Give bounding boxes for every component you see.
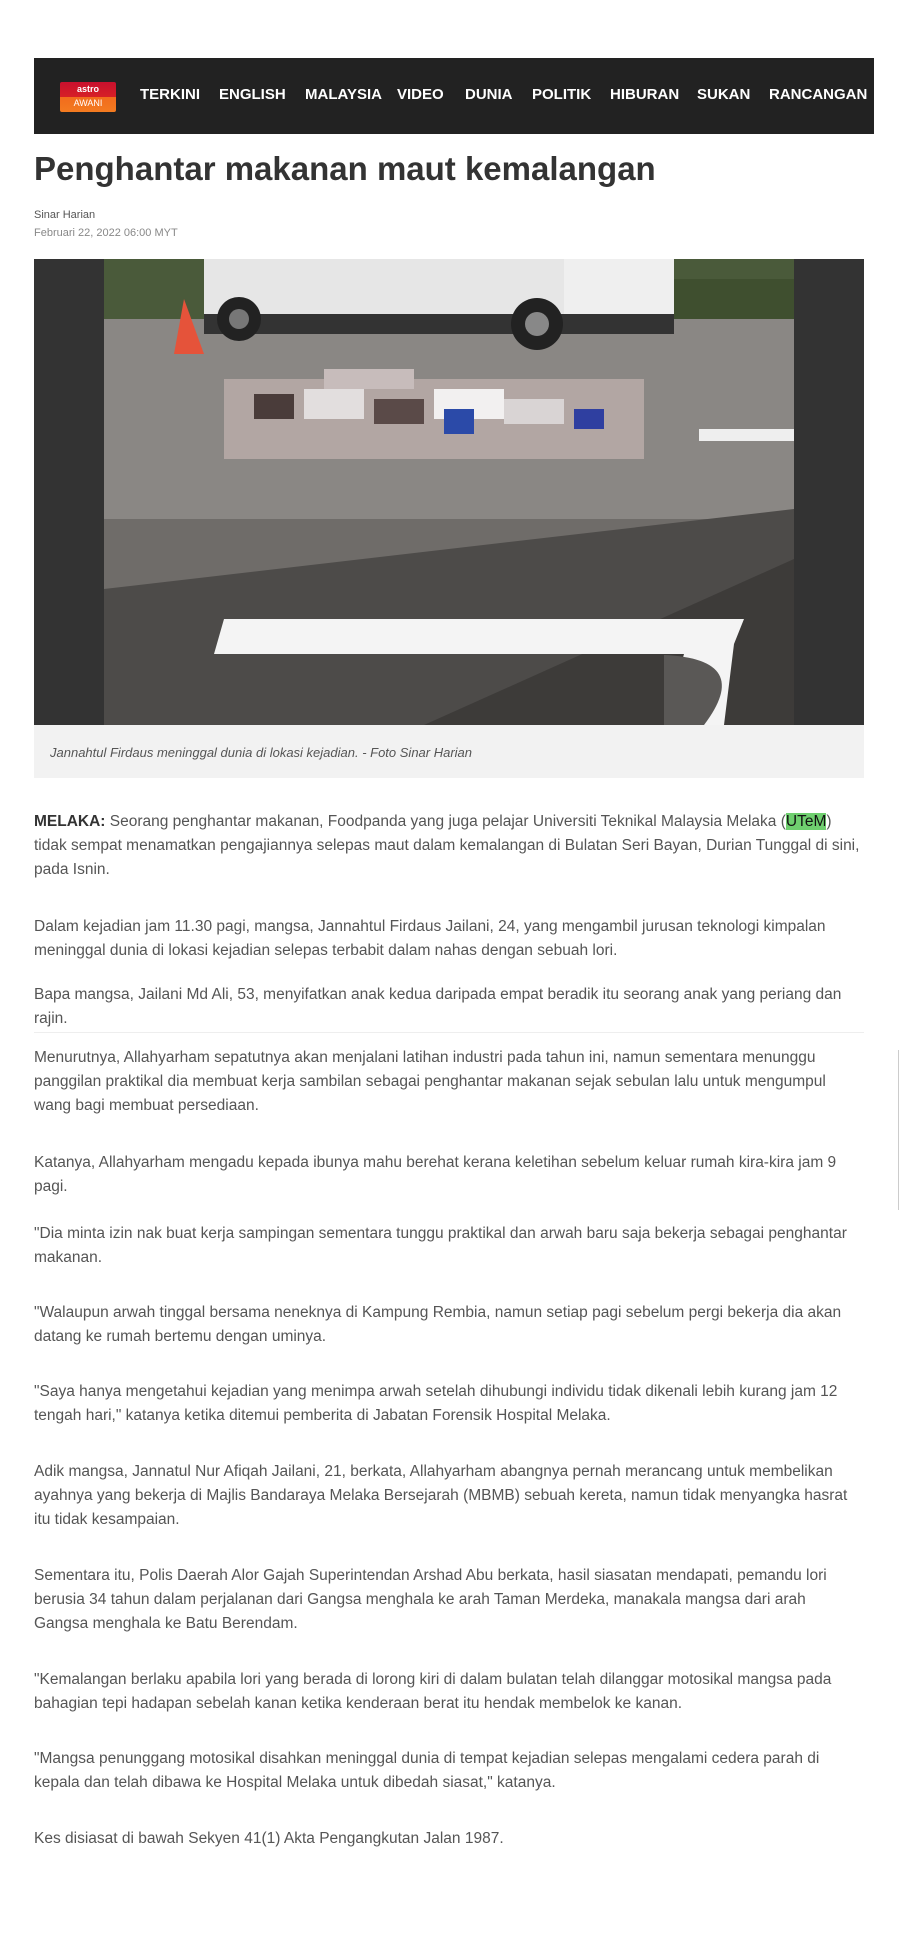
astro-awani-logo[interactable]	[60, 82, 116, 112]
image-caption: Jannahtul Firdaus meninggal dunia di lokasi kejadian. - Foto Sinar Harian	[50, 745, 473, 760]
logo-line1: astro	[76, 84, 99, 94]
paragraph: "Walaupun arwah tinggal bersama neneknya di Kampung Rembia, namun setiap pagi sebelum pergi bekerja dia akan datang ke rumah bertemu dengan uminya.	[34, 1304, 842, 1345]
paragraph: Dalam kejadian jam 11.30 pagi, mangsa, Jannahtul Firdaus Jailani, 24, yang mengambil jurusan teknologi kimpalan meninggal dunia di lokasi kejadian selepas terbabit dalam nahas dengan sebuah lori.	[34, 918, 826, 959]
top-navbar	[34, 58, 874, 134]
paragraph: Kes disiasat di bawah Sekyen 41(1) Akta Pengangkutan Jalan 1987.	[34, 1830, 504, 1847]
paragraph: "Kemalangan berlaku apabila lori yang berada di lorong kiri di dalam bulatan telah dilanggar motosikal mangsa pada bahagian tepi hadapan sebelah kanan ketika kenderaan berat itu hendak membelok ke kanan.	[34, 1671, 832, 1712]
nav-terkini[interactable]: TERKINI	[140, 86, 200, 103]
nav-rancangan[interactable]: RANCANGAN	[769, 86, 868, 103]
nav-english[interactable]: ENGLISH	[219, 86, 286, 103]
paragraph: Katanya, Allahyarham mengadu kepada ibunya mahu berehat kerana keletihan sebelum keluar rumah kira-kira jam 9 pagi.	[34, 1154, 837, 1195]
nav-politik[interactable]: POLITIK	[532, 86, 592, 103]
paragraph: Bapa mangsa, Jailani Md Ali, 53, menyifatkan anak kedua daripada empat beradik itu seorang anak yang periang dan rajin.	[34, 986, 842, 1027]
nav-video[interactable]: VIDEO	[397, 86, 444, 103]
lead-text-after: ) tidak sempat menamatkan pengajiannya selepas maut dalam kemalangan di Bulatan Seri Bayan, Durian Tunggal di sini, pada Isnin.	[34, 813, 860, 878]
paragraph: "Mangsa penunggang motosikal disahkan meninggal dunia di tempat kejadian selepas mengalami cedera parah di kepala dan telah dibawa ke Hospital Melaka untuk dibedah siasat," katanya.	[34, 1750, 820, 1791]
nav-dunia[interactable]: DUNIA	[465, 86, 513, 103]
nav-malaysia[interactable]: MALAYSIA	[305, 86, 382, 103]
logo-line2: AWANI	[73, 98, 103, 108]
article-image-frame	[34, 259, 864, 725]
section-divider	[34, 1032, 864, 1033]
paragraph: "Saya hanya mengetahui kejadian yang menimpa arwah setelah dihubungi individu tidak dikenali lebih kurang jam 12 tengah hari," katanya ketika ditemui pemberita di Jabatan Forensik Hospital Melaka.	[34, 1383, 838, 1424]
dateline: MELAKA:	[34, 813, 106, 830]
paragraph: Adik mangsa, Jannatul Nur Afiqah Jailani, 21, berkata, Allahyarham abangnya pernah merancang untuk membelikan ayahnya yang bekerja di Majlis Bandaraya Melaka Bersejarah (MBMB) sebuah kereta, namun tidak menyangka hasrat itu tidak kesampaian.	[34, 1463, 848, 1528]
lead-text-before: Seorang penghantar makanan, Foodpanda yang juga pelajar Universiti Teknikal Malaysia Melaka (	[105, 813, 786, 830]
caption-box	[34, 725, 864, 778]
paragraph: Menurutnya, Allahyarham sepatutnya akan menjalani latihan industri pada tahun ini, namun sementara menunggu panggilan praktikal dia membuat kerja sambilan sebagai penghantar makanan sejak sebulan lalu untuk mengumpul wang bagi membuat persediaan.	[34, 1049, 826, 1114]
article-title: Penghantar makanan maut kemalangan	[34, 150, 656, 187]
paragraph: "Dia minta izin nak buat kerja sampingan sementara tunggu praktikal dan arwah baru saja bekerja sebagai penghantar makanan.	[34, 1225, 847, 1266]
nav-sukan[interactable]: SUKAN	[697, 86, 751, 103]
accident-photo	[104, 259, 794, 725]
article-author[interactable]: Sinar Harian	[34, 209, 96, 221]
nav-hiburan[interactable]: HIBURAN	[610, 86, 680, 103]
lead-paragraph	[34, 810, 864, 882]
article-date: Februari 22, 2022 06:00 MYT	[34, 227, 178, 239]
scroll-indicator[interactable]	[898, 1050, 899, 1210]
paragraph: Sementara itu, Polis Daerah Alor Gajah Superintendan Arshad Abu berkata, hasil siasatan mendapati, pemandu lori berusia 34 tahun dalam perjalanan dari Gangsa menghala ke arah Taman Merdeka, manakala mangsa dari arah Gangsa menghala ke Batu Berendam.	[34, 1567, 827, 1632]
highlighted-term: UTeM	[785, 813, 827, 830]
